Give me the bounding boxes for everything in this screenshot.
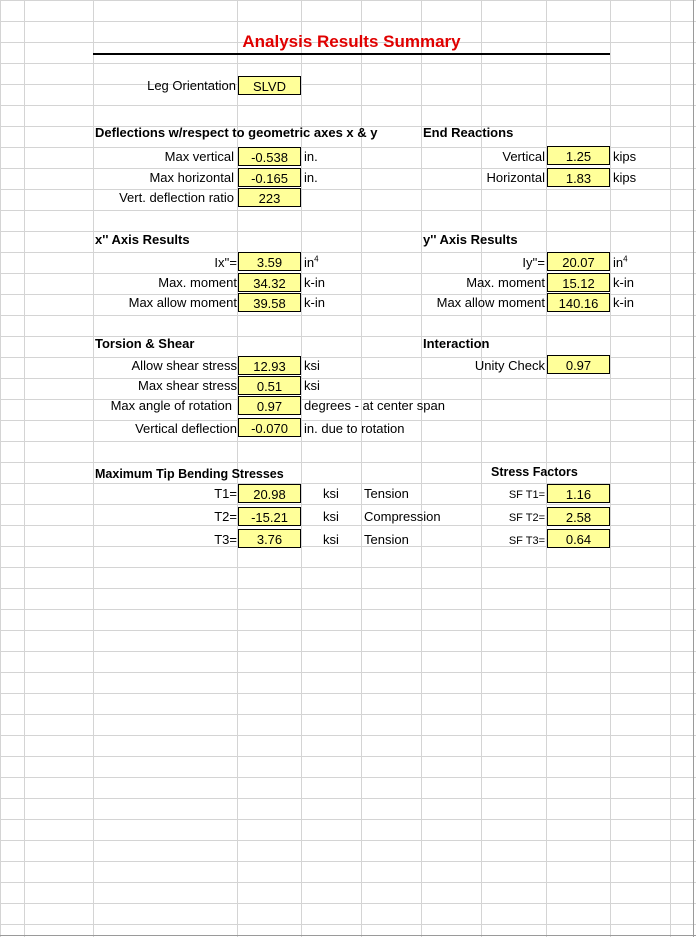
rotation-deflection-unit: in. due to rotation [304, 421, 405, 436]
x-max-moment-label: Max. moment [158, 275, 237, 290]
ix-label: Ix''= [214, 255, 237, 270]
t2-type: Compression [364, 509, 441, 524]
x-max-allow-moment-cell[interactable]: 39.58 [238, 293, 301, 312]
rotation-deflection-cell[interactable]: -0.070 [238, 418, 301, 437]
sf-t3-cell[interactable]: 0.64 [547, 529, 610, 548]
reaction-vertical-cell[interactable]: 1.25 [547, 146, 610, 165]
ix-cell[interactable]: 3.59 [238, 252, 301, 271]
t3-type: Tension [364, 532, 409, 547]
x-max-allow-moment-label: Max allow moment [128, 295, 237, 310]
x-max-allow-moment-unit: k-in [304, 295, 325, 310]
max-shear-cell[interactable]: 0.51 [238, 376, 301, 395]
max-rotation-label: Max angle of rotation [110, 398, 232, 413]
deflections-heading: Deflections w/respect to geometric axes x & y [95, 125, 378, 140]
max-vertical-unit: in. [304, 149, 318, 164]
column-gridline [93, 0, 94, 937]
page-title: Analysis Results Summary [242, 32, 461, 51]
tip-stresses-heading: Maximum Tip Bending Stresses [95, 467, 284, 481]
max-horizontal-cell[interactable]: -0.165 [238, 168, 301, 187]
reaction-vertical-unit: kips [613, 149, 637, 164]
allow-shear-unit: ksi [304, 358, 320, 373]
t1-cell[interactable]: 20.98 [238, 484, 301, 503]
max-shear-label: Max shear stress [138, 378, 237, 393]
ix-unit: $in^4$ [304, 254, 319, 270]
max-rotation-cell[interactable]: 0.97 [238, 396, 301, 415]
iy-label: Iy''= [522, 255, 545, 270]
deflection-ratio-label: Vert. deflection ratio [119, 190, 234, 205]
column-gridline [610, 0, 611, 937]
iy-unit: $in^4$ [613, 254, 628, 270]
interaction-heading: Interaction [423, 336, 490, 351]
y-max-allow-moment-unit: k-in [613, 295, 634, 310]
max-horizontal-label: Max horizontal [149, 170, 234, 185]
torsion-heading: Torsion & Shear [95, 336, 195, 351]
reaction-vertical-label: Vertical [502, 149, 545, 164]
max-vertical-cell[interactable]: -0.538 [238, 147, 301, 166]
leg-orientation-label: Leg Orientation [147, 78, 236, 93]
unity-check-cell[interactable]: 0.97 [547, 355, 610, 374]
sheet-border-bottom [0, 935, 696, 936]
title-underline [93, 53, 610, 55]
y-axis-heading: y'' Axis Results [423, 232, 518, 247]
column-gridline [421, 0, 422, 937]
sf-t3-label: SF T3= [508, 535, 545, 547]
unity-check-label: Unity Check [474, 358, 545, 373]
leg-orientation-cell[interactable]: SLVD [238, 76, 301, 95]
column-gridline [24, 0, 25, 937]
reaction-horizontal-label: Horizontal [486, 170, 545, 185]
deflection-ratio-cell[interactable]: 223 [238, 188, 301, 207]
t2-unit: ksi [323, 509, 339, 524]
max-shear-unit: ksi [304, 378, 320, 393]
t1-type: Tension [364, 486, 409, 501]
max-rotation-unit: degrees - at center span [304, 398, 445, 413]
y-max-allow-moment-cell[interactable]: 140.16 [547, 293, 610, 312]
sf-t1-cell[interactable]: 1.16 [547, 484, 610, 503]
allow-shear-cell[interactable]: 12.93 [238, 356, 301, 375]
t2-cell[interactable]: -15.21 [238, 507, 301, 526]
y-max-moment-cell[interactable]: 15.12 [547, 273, 610, 292]
y-max-moment-label: Max. moment [466, 275, 545, 290]
sf-t2-cell[interactable]: 2.58 [547, 507, 610, 526]
max-vertical-label: Max vertical [164, 149, 234, 164]
y-max-moment-unit: k-in [613, 275, 634, 290]
t3-cell[interactable]: 3.76 [238, 529, 301, 548]
x-max-moment-cell[interactable]: 34.32 [238, 273, 301, 292]
allow-shear-label: Allow shear stress [131, 358, 237, 373]
iy-cell[interactable]: 20.07 [547, 252, 610, 271]
reaction-horizontal-unit: kips [613, 170, 637, 185]
y-max-allow-moment-label: Max allow moment [436, 295, 545, 310]
sf-t2-label: SF T2= [508, 512, 545, 524]
t1-label: T1= [214, 486, 237, 501]
end-reactions-heading: End Reactions [423, 125, 514, 140]
t3-label: T3= [214, 532, 237, 547]
sf-t1-label: SF T1= [508, 489, 545, 501]
t3-unit: ksi [323, 532, 339, 547]
x-axis-heading: x'' Axis Results [95, 232, 190, 247]
reaction-horizontal-cell[interactable]: 1.83 [547, 168, 610, 187]
t1-unit: ksi [323, 486, 339, 501]
max-horizontal-unit: in. [304, 170, 318, 185]
stress-factors-heading: Stress Factors [491, 465, 578, 479]
sheet-border-right [693, 0, 694, 937]
column-gridline [670, 0, 671, 937]
rotation-deflection-label: Vertical deflection [135, 421, 237, 436]
x-max-moment-unit: k-in [304, 275, 325, 290]
t2-label: T2= [214, 509, 237, 524]
